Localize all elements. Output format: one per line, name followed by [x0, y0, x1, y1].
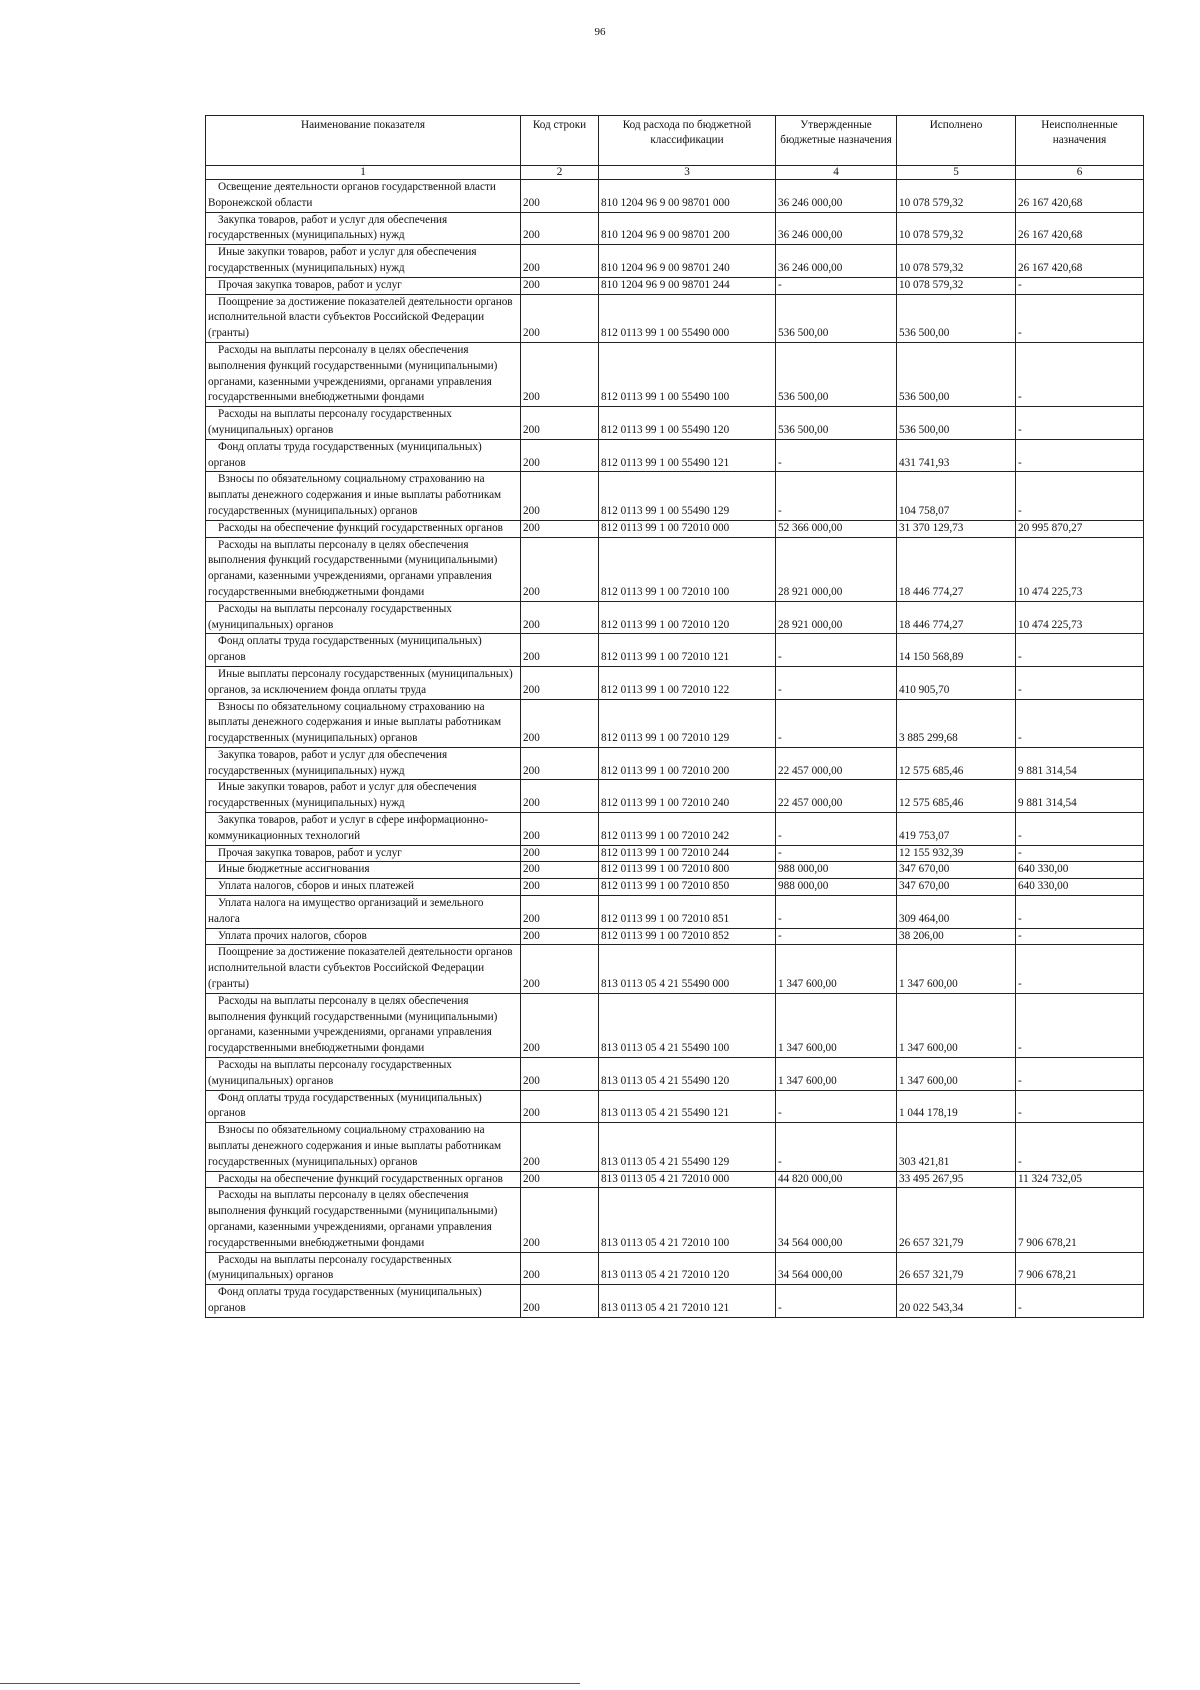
row-indicator-name: Иные закупки товаров, работ и услуг для обеспечения государственных (муниципальных) нужд	[206, 245, 521, 278]
row-line-code: 200	[521, 601, 599, 634]
row-approved: 988 000,00	[776, 862, 897, 879]
row-approved: -	[776, 439, 897, 472]
table-row	[206, 699, 1144, 747]
row-indicator-name: Взносы по обязательному социальному страхованию на выплаты денежного содержания и иные выплаты работникам государственных (муниципальных) органов	[206, 472, 521, 520]
row-line-code: 200	[521, 862, 599, 879]
row-expense-code: 812 0113 99 1 00 55490 120	[599, 407, 776, 440]
row-line-code: 200	[521, 666, 599, 699]
row-approved: 28 921 000,00	[776, 537, 897, 601]
row-indicator-name: Уплата налогов, сборов и иных платежей	[206, 879, 521, 896]
row-indicator-name: Прочая закупка товаров, работ и услуг	[206, 277, 521, 294]
row-unexecuted: 20 995 870,27	[1016, 520, 1144, 537]
table-row	[206, 747, 1144, 780]
row-approved: -	[776, 1123, 897, 1171]
row-indicator-name: Иные выплаты персоналу государственных (муниципальных) органов, за исключением фонда оплаты труда	[206, 666, 521, 699]
row-approved: 536 500,00	[776, 294, 897, 342]
row-unexecuted: -	[1016, 277, 1144, 294]
row-line-code: 200	[521, 945, 599, 993]
row-approved: 36 246 000,00	[776, 180, 897, 213]
table-row	[206, 928, 1144, 945]
row-line-code: 200	[521, 1285, 599, 1318]
row-expense-code: 812 0113 99 1 00 72010 122	[599, 666, 776, 699]
table-row	[206, 634, 1144, 667]
row-approved: 536 500,00	[776, 407, 897, 440]
row-approved: 34 564 000,00	[776, 1252, 897, 1285]
row-indicator-name: Прочая закупка товаров, работ и услуг	[206, 845, 521, 862]
row-approved: 36 246 000,00	[776, 245, 897, 278]
row-unexecuted: 7 906 678,21	[1016, 1188, 1144, 1252]
header-executed: Исполнено	[897, 116, 1016, 166]
row-approved: -	[776, 277, 897, 294]
row-line-code: 200	[521, 1090, 599, 1123]
row-approved: 22 457 000,00	[776, 780, 897, 813]
row-executed: 10 078 579,32	[897, 212, 1016, 245]
row-indicator-name: Расходы на выплаты персоналу государственных (муниципальных) органов	[206, 601, 521, 634]
row-unexecuted: 11 324 732,05	[1016, 1171, 1144, 1188]
row-executed: 26 657 321,79	[897, 1252, 1016, 1285]
row-executed: 12 575 685,46	[897, 780, 1016, 813]
row-executed: 14 150 568,89	[897, 634, 1016, 667]
row-executed: 1 347 600,00	[897, 945, 1016, 993]
row-expense-code: 812 0113 99 1 00 72010 244	[599, 845, 776, 862]
table-row	[206, 277, 1144, 294]
row-line-code: 200	[521, 1058, 599, 1091]
table-row	[206, 212, 1144, 245]
table-row	[206, 1188, 1144, 1252]
row-line-code: 200	[521, 993, 599, 1057]
table-row	[206, 862, 1144, 879]
row-approved: 1 347 600,00	[776, 993, 897, 1057]
row-approved: -	[776, 634, 897, 667]
column-number: 1	[206, 166, 521, 180]
row-indicator-name: Закупка товаров, работ и услуг для обеспечения государственных (муниципальных) нужд	[206, 747, 521, 780]
row-expense-code: 812 0113 99 1 00 72010 852	[599, 928, 776, 945]
table-row	[206, 945, 1144, 993]
row-expense-code: 813 0113 05 4 21 55490 129	[599, 1123, 776, 1171]
row-expense-code: 812 0113 99 1 00 72010 121	[599, 634, 776, 667]
row-unexecuted: -	[1016, 294, 1144, 342]
row-line-code: 200	[521, 1171, 599, 1188]
row-unexecuted: -	[1016, 1285, 1144, 1318]
row-expense-code: 812 0113 99 1 00 72010 800	[599, 862, 776, 879]
row-expense-code: 812 0113 99 1 00 72010 000	[599, 520, 776, 537]
page-number: 96	[594, 26, 606, 38]
row-expense-code: 812 0113 99 1 00 72010 240	[599, 780, 776, 813]
row-indicator-name: Фонд оплаты труда государственных (муниципальных) органов	[206, 439, 521, 472]
table-row	[206, 294, 1144, 342]
row-line-code: 200	[521, 407, 599, 440]
row-unexecuted: -	[1016, 1058, 1144, 1091]
row-unexecuted: -	[1016, 945, 1144, 993]
row-executed: 20 022 543,34	[897, 1285, 1016, 1318]
row-indicator-name: Взносы по обязательному социальному страхованию на выплаты денежного содержания и иные выплаты работникам государственных (муниципальных) органов	[206, 1123, 521, 1171]
row-approved: -	[776, 472, 897, 520]
row-expense-code: 810 1204 96 9 00 98701 000	[599, 180, 776, 213]
bottom-rule	[0, 1683, 580, 1684]
row-indicator-name: Расходы на выплаты персоналу государственных (муниципальных) органов	[206, 1252, 521, 1285]
row-unexecuted: -	[1016, 666, 1144, 699]
table-row	[206, 520, 1144, 537]
row-unexecuted: -	[1016, 342, 1144, 406]
table-row	[206, 993, 1144, 1057]
row-approved: -	[776, 896, 897, 929]
row-executed: 536 500,00	[897, 294, 1016, 342]
row-unexecuted: -	[1016, 813, 1144, 846]
row-line-code: 200	[521, 180, 599, 213]
table-row	[206, 601, 1144, 634]
row-approved: -	[776, 699, 897, 747]
row-approved: -	[776, 813, 897, 846]
row-approved: 52 366 000,00	[776, 520, 897, 537]
row-executed: 26 657 321,79	[897, 1188, 1016, 1252]
row-indicator-name: Расходы на выплаты персоналу государственных (муниципальных) органов	[206, 1058, 521, 1091]
row-executed: 12 575 685,46	[897, 747, 1016, 780]
row-executed: 18 446 774,27	[897, 537, 1016, 601]
row-indicator-name: Закупка товаров, работ и услуг в сфере информационно-коммуникационных технологий	[206, 813, 521, 846]
column-number: 3	[599, 166, 776, 180]
row-approved: 1 347 600,00	[776, 1058, 897, 1091]
table-row	[206, 245, 1144, 278]
row-executed: 33 495 267,95	[897, 1171, 1016, 1188]
table-row	[206, 845, 1144, 862]
row-executed: 31 370 129,73	[897, 520, 1016, 537]
row-line-code: 200	[521, 537, 599, 601]
column-number: 5	[897, 166, 1016, 180]
table-row	[206, 1252, 1144, 1285]
row-executed: 12 155 932,39	[897, 845, 1016, 862]
row-indicator-name: Поощрение за достижение показателей деятельности органов исполнительной власти субъектов Российской Федерации (гранты)	[206, 294, 521, 342]
row-executed: 431 741,93	[897, 439, 1016, 472]
row-approved: -	[776, 666, 897, 699]
row-unexecuted: 640 330,00	[1016, 879, 1144, 896]
row-line-code: 200	[521, 439, 599, 472]
row-unexecuted: -	[1016, 896, 1144, 929]
row-approved: 988 000,00	[776, 879, 897, 896]
row-expense-code: 813 0113 05 4 21 55490 100	[599, 993, 776, 1057]
table-row	[206, 180, 1144, 213]
row-expense-code: 812 0113 99 1 00 72010 129	[599, 699, 776, 747]
table-row	[206, 780, 1144, 813]
header-indicator-name: Наименование показателя	[206, 116, 521, 166]
row-indicator-name: Расходы на выплаты персоналу в целях обеспечения выполнения функций государственными (муниципальными) органами, казенными учреждениями, органами управления государственными внебюджетными фондами	[206, 342, 521, 406]
row-expense-code: 810 1204 96 9 00 98701 244	[599, 277, 776, 294]
row-indicator-name: Освещение деятельности органов государственной власти Воронежской области	[206, 180, 521, 213]
row-line-code: 200	[521, 896, 599, 929]
table-row	[206, 472, 1144, 520]
row-indicator-name: Уплата налога на имущество организаций и земельного налога	[206, 896, 521, 929]
row-indicator-name: Поощрение за достижение показателей деятельности органов исполнительной власти субъектов Российской Федерации (гранты)	[206, 945, 521, 993]
row-executed: 536 500,00	[897, 342, 1016, 406]
row-unexecuted: -	[1016, 1090, 1144, 1123]
row-unexecuted: 640 330,00	[1016, 862, 1144, 879]
row-unexecuted: -	[1016, 699, 1144, 747]
row-approved: 44 820 000,00	[776, 1171, 897, 1188]
row-indicator-name: Расходы на выплаты персоналу в целях обеспечения выполнения функций государственными (муниципальными) органами, казенными учреждениями, органами управления государственными внебюджетными фондами	[206, 537, 521, 601]
row-indicator-name: Расходы на выплаты персоналу государственных (муниципальных) органов	[206, 407, 521, 440]
table-row	[206, 537, 1144, 601]
row-expense-code: 812 0113 99 1 00 72010 200	[599, 747, 776, 780]
row-unexecuted: 7 906 678,21	[1016, 1252, 1144, 1285]
table-row	[206, 407, 1144, 440]
row-line-code: 200	[521, 634, 599, 667]
row-unexecuted: 26 167 420,68	[1016, 245, 1144, 278]
row-line-code: 200	[521, 212, 599, 245]
row-approved: 34 564 000,00	[776, 1188, 897, 1252]
row-line-code: 200	[521, 845, 599, 862]
column-number: 2	[521, 166, 599, 180]
table-row	[206, 342, 1144, 406]
row-executed: 10 078 579,32	[897, 245, 1016, 278]
row-unexecuted: -	[1016, 993, 1144, 1057]
table-row	[206, 439, 1144, 472]
header-unexecuted: Неисполненные назначения	[1016, 116, 1144, 166]
column-number: 4	[776, 166, 897, 180]
row-expense-code: 812 0113 99 1 00 72010 242	[599, 813, 776, 846]
column-number: 6	[1016, 166, 1144, 180]
row-executed: 1 347 600,00	[897, 1058, 1016, 1091]
row-line-code: 200	[521, 520, 599, 537]
row-indicator-name: Фонд оплаты труда государственных (муниципальных) органов	[206, 1285, 521, 1318]
row-indicator-name: Иные закупки товаров, работ и услуг для обеспечения государственных (муниципальных) нужд	[206, 780, 521, 813]
row-expense-code: 812 0113 99 1 00 55490 100	[599, 342, 776, 406]
header-row	[206, 116, 1144, 166]
row-line-code: 200	[521, 1123, 599, 1171]
row-expense-code: 812 0113 99 1 00 72010 100	[599, 537, 776, 601]
row-unexecuted: -	[1016, 472, 1144, 520]
row-expense-code: 812 0113 99 1 00 72010 850	[599, 879, 776, 896]
row-unexecuted: 26 167 420,68	[1016, 212, 1144, 245]
row-line-code: 200	[521, 780, 599, 813]
row-executed: 419 753,07	[897, 813, 1016, 846]
table-row	[206, 896, 1144, 929]
row-indicator-name: Уплата прочих налогов, сборов	[206, 928, 521, 945]
row-indicator-name: Расходы на обеспечение функций государственных органов	[206, 1171, 521, 1188]
table-row	[206, 1090, 1144, 1123]
row-expense-code: 812 0113 99 1 00 72010 851	[599, 896, 776, 929]
row-expense-code: 813 0113 05 4 21 72010 000	[599, 1171, 776, 1188]
row-expense-code: 813 0113 05 4 21 72010 100	[599, 1188, 776, 1252]
row-executed: 1 347 600,00	[897, 993, 1016, 1057]
row-indicator-name: Закупка товаров, работ и услуг для обеспечения государственных (муниципальных) нужд	[206, 212, 521, 245]
row-approved: 1 347 600,00	[776, 945, 897, 993]
row-unexecuted: 10 474 225,73	[1016, 601, 1144, 634]
row-unexecuted: -	[1016, 1123, 1144, 1171]
row-executed: 3 885 299,68	[897, 699, 1016, 747]
row-indicator-name: Расходы на обеспечение функций государственных органов	[206, 520, 521, 537]
row-unexecuted: -	[1016, 634, 1144, 667]
table-row	[206, 1285, 1144, 1318]
row-approved: -	[776, 928, 897, 945]
header-approved: Утвержденные бюджетные назначения	[776, 116, 897, 166]
row-executed: 104 758,07	[897, 472, 1016, 520]
row-executed: 347 670,00	[897, 879, 1016, 896]
row-line-code: 200	[521, 747, 599, 780]
row-unexecuted: -	[1016, 928, 1144, 945]
row-expense-code: 813 0113 05 4 21 72010 121	[599, 1285, 776, 1318]
row-indicator-name: Фонд оплаты труда государственных (муниципальных) органов	[206, 1090, 521, 1123]
budget-execution-table	[205, 115, 1144, 1318]
row-unexecuted: -	[1016, 845, 1144, 862]
row-line-code: 200	[521, 928, 599, 945]
row-approved: 36 246 000,00	[776, 212, 897, 245]
row-indicator-name: Фонд оплаты труда государственных (муниципальных) органов	[206, 634, 521, 667]
row-executed: 38 206,00	[897, 928, 1016, 945]
row-executed: 410 905,70	[897, 666, 1016, 699]
table-row	[206, 666, 1144, 699]
row-line-code: 200	[521, 245, 599, 278]
row-executed: 10 078 579,32	[897, 180, 1016, 213]
row-line-code: 200	[521, 1188, 599, 1252]
table-row	[206, 1171, 1144, 1188]
row-executed: 10 078 579,32	[897, 277, 1016, 294]
row-expense-code: 813 0113 05 4 21 55490 000	[599, 945, 776, 993]
row-expense-code: 812 0113 99 1 00 55490 121	[599, 439, 776, 472]
row-line-code: 200	[521, 342, 599, 406]
row-executed: 1 044 178,19	[897, 1090, 1016, 1123]
table-row	[206, 813, 1144, 846]
row-approved: -	[776, 845, 897, 862]
row-expense-code: 810 1204 96 9 00 98701 200	[599, 212, 776, 245]
row-line-code: 200	[521, 1252, 599, 1285]
column-number-row	[206, 166, 1144, 180]
row-indicator-name: Расходы на выплаты персоналу в целях обеспечения выполнения функций государственными (муниципальными) органами, казенными учреждениями, органами управления государственными внебюджетными фондами	[206, 1188, 521, 1252]
table-row	[206, 1123, 1144, 1171]
header-line-code: Код строки	[521, 116, 599, 166]
row-indicator-name: Иные бюджетные ассигнования	[206, 862, 521, 879]
row-expense-code: 812 0113 99 1 00 55490 129	[599, 472, 776, 520]
row-unexecuted: 9 881 314,54	[1016, 780, 1144, 813]
row-line-code: 200	[521, 294, 599, 342]
row-line-code: 200	[521, 813, 599, 846]
row-unexecuted: 26 167 420,68	[1016, 180, 1144, 213]
row-approved: -	[776, 1090, 897, 1123]
row-line-code: 200	[521, 472, 599, 520]
row-executed: 536 500,00	[897, 407, 1016, 440]
row-approved: 536 500,00	[776, 342, 897, 406]
table-row	[206, 1058, 1144, 1091]
row-expense-code: 813 0113 05 4 21 55490 120	[599, 1058, 776, 1091]
table-body	[206, 180, 1144, 1318]
row-expense-code: 812 0113 99 1 00 55490 000	[599, 294, 776, 342]
row-indicator-name: Взносы по обязательному социальному страхованию на выплаты денежного содержания и иные выплаты работникам государственных (муниципальных) органов	[206, 699, 521, 747]
header-expense-code: Код расхода по бюджетной классификации	[599, 116, 776, 166]
row-unexecuted: 10 474 225,73	[1016, 537, 1144, 601]
row-unexecuted: -	[1016, 407, 1144, 440]
row-approved: -	[776, 1285, 897, 1318]
row-line-code: 200	[521, 277, 599, 294]
row-unexecuted: 9 881 314,54	[1016, 747, 1144, 780]
row-unexecuted: -	[1016, 439, 1144, 472]
row-executed: 303 421,81	[897, 1123, 1016, 1171]
row-executed: 18 446 774,27	[897, 601, 1016, 634]
row-line-code: 200	[521, 879, 599, 896]
row-expense-code: 813 0113 05 4 21 55490 121	[599, 1090, 776, 1123]
row-expense-code: 810 1204 96 9 00 98701 240	[599, 245, 776, 278]
table-row	[206, 879, 1144, 896]
row-approved: 22 457 000,00	[776, 747, 897, 780]
row-expense-code: 813 0113 05 4 21 72010 120	[599, 1252, 776, 1285]
row-line-code: 200	[521, 699, 599, 747]
row-executed: 347 670,00	[897, 862, 1016, 879]
row-approved: 28 921 000,00	[776, 601, 897, 634]
row-executed: 309 464,00	[897, 896, 1016, 929]
row-indicator-name: Расходы на выплаты персоналу в целях обеспечения выполнения функций государственными (муниципальными) органами, казенными учреждениями, органами управления государственными внебюджетными фондами	[206, 993, 521, 1057]
row-expense-code: 812 0113 99 1 00 72010 120	[599, 601, 776, 634]
